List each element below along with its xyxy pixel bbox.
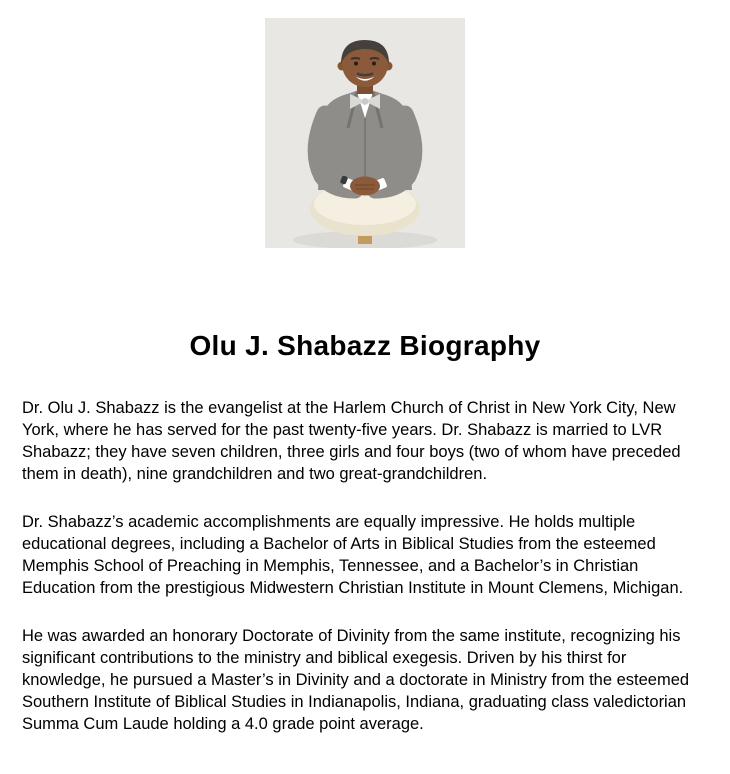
page-title: Olu J. Shabazz Biography: [189, 330, 541, 361]
bio-paragraph-3: He was awarded an honorary Doctorate of Divinity from the same institute, recognizing his significant contributions to the ministry and biblical exegesis. Driven by his thirst for knowledge, he pursued a Master’s in Divinity and a doctorate in Ministry from the esteemed Southern Institute of Biblical Studies in Indianapolis, Indiana, graduating class valedictorian Summa Cum Laude holding a 4.0 grade point average.: [22, 627, 690, 733]
portrait-photo-illustration: [265, 18, 465, 248]
portrait-photo: [265, 18, 465, 248]
bio-paragraph-1: Dr. Olu J. Shabazz is the evangelist at the Harlem Church of Christ in New York City, New York, where he has served for the past twenty-five years. Dr. Shabazz is married to LVR Shabazz; they have seven children, three girls and four boys (two of whom have preceded them in death), nine grandchildren and two great-grandchildren.: [22, 399, 681, 483]
bio-paragraph-2: Dr. Shabazz’s academic accomplishments are equally impressive. He holds multiple educational degrees, including a Bachelor of Arts in Biblical Studies from the esteemed Memphis School of Preaching in Memphis, Tennessee, and a Bachelor’s in Christian Education from the prestigious Midwestern Christian Institute in Mount Clemens, Michigan.: [22, 513, 684, 597]
